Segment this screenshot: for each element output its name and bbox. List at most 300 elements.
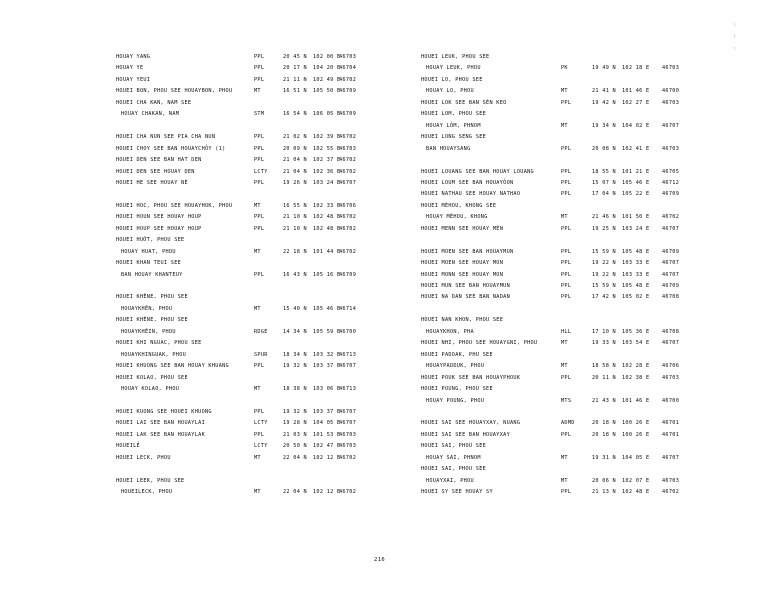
designation-code: PK	[561, 65, 568, 72]
longitude: 104 02 E	[622, 122, 650, 129]
designation-code: MT	[561, 214, 568, 221]
gazetteer-entry	[421, 54, 721, 64]
designation-code: PPL	[561, 431, 572, 438]
place-name: HOUEI PADOAK, PHU SEE	[421, 351, 493, 358]
place-name: HOUEI KOLAO, PHOU SEE	[116, 374, 188, 381]
longitude: 103 54 E	[622, 340, 650, 347]
sheet-number: 46700	[662, 88, 680, 95]
longitude: 102 47 E	[313, 443, 341, 450]
sheet-number: 46703	[339, 431, 357, 438]
designation-code: MT	[561, 122, 568, 129]
longitude: 103 06 E	[313, 386, 341, 393]
sheet-number: 46702	[339, 168, 357, 175]
latitude: 19 32 N	[283, 363, 307, 370]
place-name: HOUEI MOEN SEE BAN HOUAYMUN	[421, 248, 514, 255]
latitude: 22 04 N	[283, 489, 307, 496]
gazetteer-entry	[421, 420, 721, 430]
gazetteer-entry	[116, 180, 366, 190]
designation-code: LCTY	[254, 420, 268, 427]
place-name: HOUEI LEUK, PHOU SEE	[421, 54, 490, 60]
designation-code: PPL	[561, 271, 572, 278]
latitude: 20 08 N	[592, 145, 616, 152]
gazetteer-entry	[421, 375, 721, 385]
sheet-number: 46702	[339, 157, 357, 164]
place-name: HOUEI NAN KHON, PHOU SEE	[421, 317, 504, 324]
designation-code: PPL	[561, 191, 572, 198]
gazetteer-entry	[421, 180, 721, 190]
latitude: 19 22 N	[592, 271, 616, 278]
longitude: 105 22 E	[622, 191, 650, 198]
gazetteer-entry	[421, 443, 721, 453]
place-name: HOUAYKHON, PHA	[426, 328, 474, 335]
designation-code: MT	[561, 454, 568, 461]
gazetteer-entry	[421, 65, 721, 75]
designation-code: PPL	[561, 248, 572, 255]
sheet-number: 46707	[339, 179, 357, 186]
longitude: 102 48 E	[313, 214, 341, 221]
gazetteer-entry	[421, 111, 721, 121]
latitude: 21 41 N	[592, 88, 616, 95]
latitude: 21 04 N	[283, 168, 307, 175]
gazetteer-entry	[421, 88, 721, 98]
longitude: 105 48 E	[622, 283, 650, 289]
sheet-number: 46712	[662, 179, 680, 186]
longitude: 102 33 E	[313, 202, 341, 209]
longitude: 102 41 E	[622, 145, 650, 152]
place-name: HOUEI MONN SEE HOUAY MON	[421, 271, 504, 278]
latitude: 16 43 N	[283, 271, 307, 278]
longitude: 101 46 E	[622, 397, 650, 404]
designation-code: PPL	[254, 431, 265, 438]
place-name: HOUEI MENN SEE HOUAY MÉN	[421, 225, 504, 232]
designation-code: PPL	[254, 65, 265, 72]
latitude: 19 22 N	[592, 260, 616, 267]
gazetteer-entry	[116, 237, 366, 247]
latitude: 20 06 N	[592, 477, 616, 484]
longitude: 105 36 E	[622, 328, 650, 335]
designation-code: MT	[561, 477, 568, 484]
place-name: HOUEI SAI SEE BAN HOUAYXAY	[421, 431, 511, 438]
latitude: 19 42 N	[592, 99, 616, 106]
edge-mark: 1	[733, 22, 737, 28]
gazetteer-entry	[116, 169, 366, 179]
place-name: HOUEI MOEN SEE HOUAY MON	[421, 260, 504, 267]
longitude: 103 24 E	[313, 179, 341, 186]
place-name: HOUAY LỎM, PHNOM	[426, 122, 481, 129]
gazetteer-entry	[116, 443, 366, 453]
gazetteer-entry	[421, 272, 721, 282]
sheet-number: 46702	[339, 225, 357, 232]
longitude: 102 55 E	[313, 145, 341, 152]
gazetteer-entry	[116, 466, 366, 476]
designation-code: PPL	[254, 134, 265, 141]
place-name: HOUEI LAI SEE BAN HOUAYLAI	[116, 420, 206, 427]
gazetteer-entry	[116, 146, 366, 156]
longitude: 104 20 E	[313, 65, 341, 72]
designation-code: PPL	[254, 145, 265, 152]
sheet-number: 46707	[339, 363, 357, 370]
edge-mark: 1	[733, 34, 737, 40]
designation-code: PPL	[561, 145, 572, 152]
sheet-number: 46703	[339, 443, 357, 450]
place-name: HOUAY LO, PHOU	[426, 88, 474, 95]
designation-code: MT	[254, 454, 261, 461]
longitude: 102 28 E	[622, 363, 650, 370]
place-name: HOUEI KHÊNE, PHOU SEE	[116, 317, 188, 324]
sheet-number: 46709	[339, 88, 357, 95]
gazetteer-entry	[116, 191, 366, 201]
sheet-number: 46708	[662, 294, 680, 301]
place-name: HOUEI LONG SENG SEE	[421, 134, 487, 141]
longitude: 102 12 E	[313, 489, 341, 496]
latitude: 18 55 N	[592, 168, 616, 175]
gazetteer-entry	[116, 77, 366, 87]
sheet-number: 46708	[662, 328, 680, 335]
place-name: HOUEI NATHAU SEE HOUAY NATHAO	[421, 191, 521, 198]
sheet-number: 46702	[339, 248, 357, 255]
latitude: 16 54 N	[283, 111, 307, 118]
designation-code: PPL	[254, 363, 265, 370]
longitude: 102 48 E	[622, 489, 650, 496]
place-name: HOUAYKHINGUAK, PHOU	[121, 351, 187, 358]
longitude: 102 12 E	[313, 454, 341, 461]
place-name: HOUEI LO, PHOU SEE	[421, 76, 483, 83]
longitude: 102 00 E	[313, 54, 341, 60]
place-name: HOUAY LEUK, PHOU	[426, 65, 481, 72]
sheet-number: 46702	[339, 489, 357, 496]
sheet-number: 46704	[339, 65, 357, 72]
latitude: 18 58 N	[592, 363, 616, 370]
sheet-number: 46703	[339, 145, 357, 152]
place-name: HOUEI SY SEE HOUAY SY	[421, 489, 493, 496]
gazetteer-entry	[421, 294, 721, 304]
gazetteer-entry	[116, 260, 366, 270]
longitude: 105 48 E	[622, 248, 650, 255]
latitude: 21 13 N	[592, 489, 616, 496]
latitude: 19 49 N	[592, 65, 616, 72]
place-name: HOUAY YE	[116, 65, 144, 72]
latitude: 21 02 N	[283, 134, 307, 141]
place-name: HOUAY MÉHOU, KHONG	[426, 214, 488, 221]
place-name: HOUEI LECK, PHOU	[116, 454, 171, 461]
sheet-number: 46702	[339, 76, 357, 83]
gazetteer-entry	[421, 203, 721, 213]
sheet-number: 46703	[662, 65, 680, 72]
designation-code: PPL	[254, 179, 265, 186]
designation-code: PPL	[254, 157, 265, 164]
designation-code: PPL	[561, 374, 572, 381]
gazetteer-entry	[116, 306, 366, 316]
place-name: HOUEI HUỚT, PHOU SEE	[116, 237, 185, 244]
place-name: HOUEI LAK SEE BAN HOUAYLAK	[116, 431, 206, 438]
designation-code: PPL	[254, 76, 265, 83]
place-name: HOUEI HOUP SEE HOUAY HOUP	[116, 225, 202, 232]
gazetteer-entry	[421, 432, 721, 442]
place-name: HOUEI CHOY SEE BAN HOUAYCHỎY (1)	[116, 145, 226, 152]
sheet-number: 46709	[662, 248, 680, 255]
gazetteer-entry	[421, 260, 721, 270]
place-name: HOUAY CHAKAN, NAM	[121, 111, 180, 118]
place-name: HOUEILẺ	[116, 443, 140, 450]
latitude: 22 18 N	[283, 248, 307, 255]
sheet-number: 46714	[339, 305, 357, 312]
gazetteer-entry	[116, 134, 366, 144]
latitude: 15 59 N	[592, 248, 616, 255]
longitude: 102 49 E	[313, 76, 341, 83]
designation-code: PPL	[254, 271, 265, 278]
sheet-number: 46709	[339, 111, 357, 118]
sheet-number: 46707	[339, 408, 357, 415]
place-name: HOUEI LEEK, PHOU SEE	[116, 477, 185, 484]
gazetteer-entry	[421, 134, 721, 144]
gazetteer-entry	[116, 294, 366, 304]
gazetteer-entry	[421, 237, 721, 247]
longitude: 101 44 E	[313, 248, 341, 255]
place-name: HOUAYPADDUK, PHOU	[426, 363, 485, 370]
gazetteer-entry	[421, 466, 721, 476]
place-name: HOUEI POUNG, PHOU SEE	[421, 386, 493, 393]
sheet-number: 46707	[662, 340, 680, 347]
latitude: 20 17 N	[283, 65, 307, 72]
longitude: 103 37 E	[313, 363, 341, 370]
longitude: 102 07 E	[622, 477, 650, 484]
longitude: 105 59 E	[313, 328, 341, 335]
sheet-number: 46707	[662, 122, 680, 129]
longitude: 103 33 E	[622, 271, 650, 278]
gazetteer-entry	[116, 352, 366, 362]
designation-code: PPL	[561, 99, 572, 106]
gazetteer-entry	[116, 111, 366, 121]
gazetteer-entry	[116, 363, 366, 373]
latitude: 20 18 N	[592, 431, 616, 438]
longitude: 102 38 E	[622, 374, 650, 381]
designation-code: LCTY	[254, 443, 268, 450]
longitude: 102 39 E	[313, 134, 341, 141]
gazetteer-entry	[421, 157, 721, 167]
latitude: 14 34 N	[283, 328, 307, 335]
place-name: HOUEI HOC, PHOU SEE HOUAYHOK, PHOU	[116, 202, 233, 209]
place-name: HOUEI KHI NGUAC, PHOU SEE	[116, 340, 202, 347]
place-name: HOUEI HE SEE HOUAY NẼ	[116, 179, 188, 186]
designation-code: MT	[254, 386, 261, 393]
place-name: HOUEI SAI SEE HOUAYXAY, NUANG	[421, 420, 521, 427]
designation-code: ADMD	[561, 420, 575, 427]
sheet-number: 46713	[339, 386, 357, 393]
place-name: HOUEI DEN SEE BAN HAT DEN	[116, 157, 202, 164]
sheet-number: 46706	[339, 202, 357, 209]
gazetteer-entry	[421, 329, 721, 339]
sheet-number: 46703	[662, 145, 680, 152]
gazetteer-entry	[421, 363, 721, 373]
sheet-number: 46713	[339, 351, 357, 358]
gazetteer-entry	[421, 214, 721, 224]
place-name: HOUEI LOUANG SEE BAN HOUAY LOUANG	[421, 168, 534, 175]
longitude: 102 36 E	[313, 168, 341, 175]
latitude: 16 55 N	[283, 202, 307, 209]
latitude: 17 04 N	[592, 191, 616, 198]
longitude: 102 37 E	[313, 157, 341, 164]
place-name: HOUEI MUN SEE BAN HOUAYMUN	[421, 283, 511, 289]
designation-code: MT	[254, 305, 261, 312]
latitude: 21 43 N	[592, 397, 616, 404]
gazetteer-entry	[421, 226, 721, 236]
sheet-number: 46700	[662, 397, 680, 404]
edge-mark: t	[733, 46, 737, 52]
place-name: HOUEI HOUN SEE HOUAY HOUP	[116, 214, 202, 221]
gazetteer-entry	[421, 146, 721, 156]
gazetteer-entry	[116, 65, 366, 75]
latitude: 16 51 N	[283, 88, 307, 95]
gazetteer-entry	[116, 386, 366, 396]
place-name: HOUEI KHUONG SEE BAN HOUAY KHUANG	[116, 363, 229, 370]
designation-code: PPL	[561, 225, 572, 232]
place-name: HOUEI MÉHOU, KHONG SEE	[421, 202, 497, 209]
gazetteer-entry	[116, 420, 366, 430]
gazetteer-entry	[116, 283, 366, 293]
designation-code: MT	[254, 248, 261, 255]
latitude: 21 03 N	[283, 431, 307, 438]
latitude: 22 04 N	[283, 454, 307, 461]
latitude: 15 40 N	[283, 305, 307, 312]
longitude: 105 02 E	[622, 294, 650, 301]
place-name: HOUEI SAI, PHOU SEE	[421, 466, 487, 473]
designation-code: PPL	[561, 179, 572, 186]
longitude: 104 05 E	[622, 454, 650, 461]
place-name: HOUEI BON, PHOU SEE HOUAYBON, PHOU	[116, 88, 233, 95]
latitude: 15 07 N	[592, 179, 616, 186]
designation-code: HLL	[561, 328, 572, 335]
place-name: HOUEI KUONG SEE HOUEI KHUONG	[116, 408, 212, 415]
place-name: HOUAY POUNG, PHOU	[426, 397, 485, 404]
gazetteer-entry	[116, 489, 366, 499]
designation-code: PPL	[254, 214, 265, 221]
gazetteer-entry	[116, 214, 366, 224]
designation-code: PPL	[254, 54, 265, 60]
place-name: HOUAYKHÊIN, PHOU	[121, 328, 176, 335]
sheet-number: 46707	[662, 454, 680, 461]
gazetteer-entry	[116, 157, 366, 167]
designation-code: PPL	[254, 225, 265, 232]
place-name: HOUAY YANG	[116, 54, 151, 60]
gazetteer-entry	[421, 398, 721, 408]
designation-code: PPL	[254, 408, 265, 415]
sheet-number: 46709	[662, 283, 680, 289]
place-name: HOUEI KHAN TEUI SEE	[116, 260, 182, 267]
designation-code: RDGE	[254, 328, 268, 335]
sheet-number: 46701	[662, 431, 680, 438]
gazetteer-entry	[421, 352, 721, 362]
gazetteer-entry	[421, 283, 721, 293]
longitude: 105 50 E	[313, 88, 341, 95]
longitude: 103 37 E	[313, 408, 341, 415]
place-name: HOUEI LOM, PHOU SEE	[421, 111, 487, 118]
longitude: 105 16 E	[313, 271, 341, 278]
designation-code: STM	[254, 111, 265, 118]
latitude: 20 18 N	[592, 420, 616, 427]
gazetteer-entry	[116, 375, 366, 385]
gazetteer-entry	[116, 329, 366, 339]
gazetteer-entry	[116, 226, 366, 236]
place-name: HOUEI NA DAN SEE BAN NADAN	[421, 294, 511, 301]
latitude: 21 11 N	[283, 76, 307, 83]
designation-code: MT	[254, 202, 261, 209]
sheet-number: 46705	[662, 168, 680, 175]
latitude: 17 10 N	[592, 328, 616, 335]
gazetteer-entry	[421, 455, 721, 465]
place-name: HOUEI SAI, PHOU SEE	[421, 443, 487, 450]
sheet-number: 46703	[662, 477, 680, 484]
place-name: HOUEI LOUM SEE BAN HOUAYỎON	[421, 179, 514, 186]
place-name: HOUEI DEN SEE HOUAY DEN	[116, 168, 195, 175]
gazetteer-entry	[116, 249, 366, 259]
latitude: 19 28 N	[283, 420, 307, 427]
page-number: 216	[374, 557, 386, 563]
designation-code: PPL	[561, 294, 572, 301]
place-name: HOUEI CHA KAN, NAM SEE	[116, 99, 192, 106]
gazetteer-entry	[421, 409, 721, 419]
latitude: 15 59 N	[592, 283, 616, 289]
latitude: 21 46 N	[592, 214, 616, 221]
place-name: HOUEI NHI, PHOU SEE HOUAYGNI, PHOU	[421, 340, 538, 347]
designation-code: SPUR	[254, 351, 268, 358]
longitude: 105 46 E	[622, 179, 650, 186]
sheet-number: 46707	[662, 225, 680, 232]
sheet-number: 46707	[339, 420, 357, 427]
designation-code: PPL	[561, 168, 572, 175]
sheet-number: 46703	[662, 99, 680, 106]
latitude: 20 09 N	[283, 145, 307, 152]
place-name: HOUAY YEUI	[116, 76, 151, 83]
designation-code: PPL	[561, 489, 572, 496]
gazetteer-entry	[116, 88, 366, 98]
latitude: 19 34 N	[592, 122, 616, 129]
latitude: 19 32 N	[283, 408, 307, 415]
gazetteer-entry	[116, 455, 366, 465]
gazetteer-entry	[116, 317, 366, 327]
gazetteer-entry	[421, 340, 721, 350]
place-name: HOUEI CHA NUN SEE PIA CHA NUN	[116, 134, 216, 141]
place-name: HOUAY KOLAO, PHOU	[121, 386, 180, 393]
gazetteer-entry	[421, 478, 721, 488]
latitude: 21 10 N	[283, 214, 307, 221]
sheet-number: 46703	[339, 54, 357, 60]
sheet-number: 46702	[339, 134, 357, 141]
place-name: HOUEILECK, PHOU	[121, 489, 173, 496]
gazetteer-entry	[116, 409, 366, 419]
place-name: HOUAY SAI, PHNOM	[426, 454, 481, 461]
longitude: 105 46 E	[313, 305, 341, 312]
gazetteer-entry	[421, 123, 721, 133]
gazetteer-entry	[421, 249, 721, 259]
sheet-number: 46702	[339, 454, 357, 461]
place-name: HOUAYKHÊN, PHOU	[121, 305, 173, 312]
sheet-number: 46702	[662, 214, 680, 221]
place-name: HOUAY HUAT, PHOU	[121, 248, 176, 255]
latitude: 19 33 N	[592, 340, 616, 347]
latitude: 17 42 N	[592, 294, 616, 301]
longitude: 103 32 E	[313, 351, 341, 358]
gazetteer-entry	[116, 100, 366, 110]
longitude: 101 50 E	[622, 214, 650, 221]
longitude: 103 24 E	[622, 225, 650, 232]
sheet-number: 46702	[662, 489, 680, 496]
gazetteer-entry	[116, 398, 366, 408]
gazetteer-entry	[421, 386, 721, 396]
gazetteer-entry	[421, 169, 721, 179]
latitude: 19 26 N	[283, 179, 307, 186]
sheet-number: 46707	[662, 260, 680, 267]
gazetteer-entry	[116, 54, 366, 64]
